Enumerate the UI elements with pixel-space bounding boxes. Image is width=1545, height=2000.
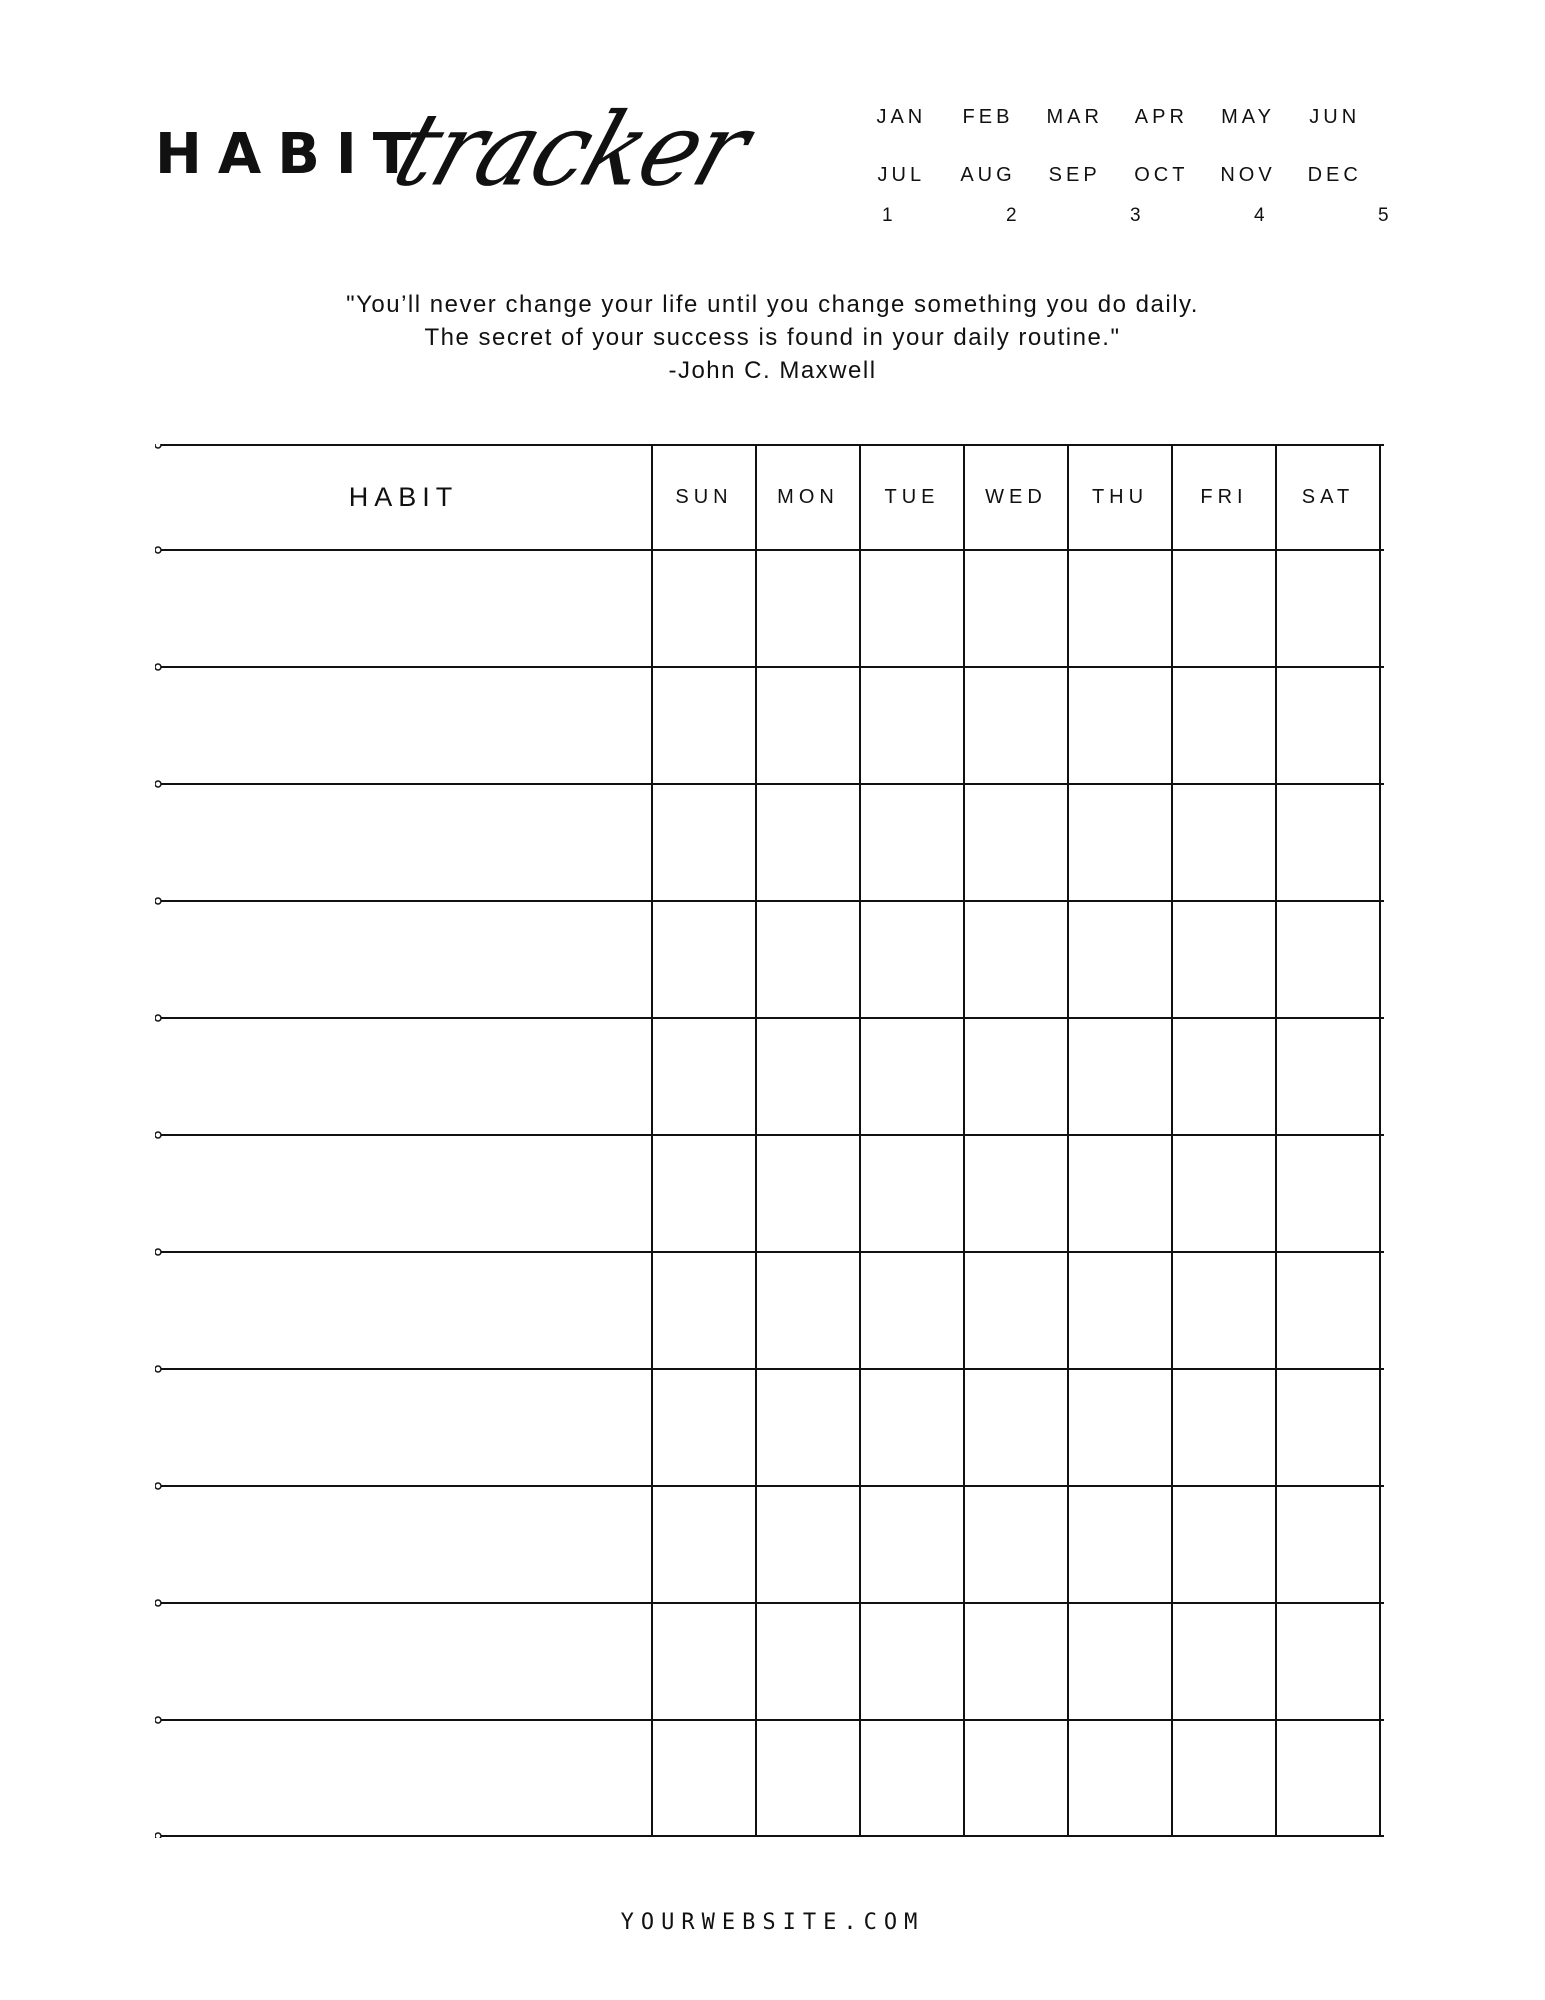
habit-name-cell[interactable] — [163, 903, 650, 1016]
habit-name-cell[interactable] — [163, 1371, 650, 1484]
day-check-cell[interactable] — [654, 669, 754, 782]
day-check-cell[interactable] — [1174, 1488, 1274, 1601]
day-check-cell[interactable] — [758, 1371, 858, 1484]
day-check-cell[interactable] — [1070, 1722, 1170, 1835]
day-check-cell[interactable] — [1174, 1137, 1274, 1250]
day-check-cell[interactable] — [758, 1137, 858, 1250]
day-check-cell[interactable] — [1070, 552, 1170, 665]
day-header-sat: SAT — [1301, 485, 1355, 508]
day-header-fri: FRI — [1200, 485, 1248, 508]
week-selector — [868, 205, 1488, 227]
day-check-cell[interactable] — [758, 786, 858, 899]
month-oct[interactable]: OCT — [1134, 163, 1189, 186]
week-4[interactable]: 4 — [1254, 205, 1265, 226]
day-check-cell[interactable] — [966, 1371, 1066, 1484]
day-check-cell[interactable] — [1174, 1020, 1274, 1133]
month-aug[interactable]: AUG — [960, 163, 1016, 186]
day-check-cell[interactable] — [862, 1488, 962, 1601]
row-marker-dot — [155, 1600, 161, 1606]
week-2[interactable]: 2 — [1006, 205, 1017, 226]
habit-name-cell[interactable] — [163, 1488, 650, 1601]
day-header-tue: TUE — [884, 485, 940, 508]
day-check-cell[interactable] — [654, 1488, 754, 1601]
row-marker-dot — [155, 1833, 161, 1838]
day-check-cell[interactable] — [758, 1722, 858, 1835]
title-habit: HABIT — [155, 122, 427, 187]
day-check-cell[interactable] — [1070, 1371, 1170, 1484]
day-check-cell[interactable] — [758, 1020, 858, 1133]
day-check-cell[interactable] — [654, 1371, 754, 1484]
day-header-sun: SUN — [675, 485, 733, 508]
row-marker-dot — [155, 1717, 161, 1723]
habit-name-cell[interactable] — [163, 1254, 650, 1367]
row-marker-dot — [155, 1132, 161, 1138]
row-marker-dot — [155, 1249, 161, 1255]
day-check-cell[interactable] — [1070, 1605, 1170, 1718]
month-jan[interactable]: JAN — [876, 105, 927, 128]
day-check-cell[interactable] — [758, 1254, 858, 1367]
day-check-cell[interactable] — [966, 786, 1066, 899]
month-mar[interactable]: MAR — [1046, 105, 1103, 128]
day-check-cell[interactable] — [1278, 669, 1378, 782]
day-check-cell[interactable] — [862, 1137, 962, 1250]
month-sep[interactable]: SEP — [1048, 163, 1101, 186]
day-check-cell[interactable] — [1070, 1137, 1170, 1250]
month-jun[interactable]: JUN — [1309, 105, 1361, 128]
day-check-cell[interactable] — [966, 1605, 1066, 1718]
day-check-cell[interactable] — [966, 552, 1066, 665]
day-header-thu: THU — [1091, 485, 1149, 508]
day-check-cell[interactable] — [862, 1605, 962, 1718]
habit-table — [155, 444, 1385, 1838]
day-check-cell[interactable] — [758, 669, 858, 782]
day-check-cell[interactable] — [862, 1371, 962, 1484]
row-marker-dot — [155, 781, 161, 787]
month-feb[interactable]: FEB — [962, 105, 1014, 128]
day-check-cell[interactable] — [654, 786, 754, 899]
day-check-cell[interactable] — [654, 1020, 754, 1133]
day-header-wed: WED — [985, 485, 1047, 508]
day-check-cell[interactable] — [1278, 1722, 1378, 1835]
day-check-cell[interactable] — [758, 1605, 858, 1718]
quote-block — [0, 288, 1545, 387]
day-check-cell[interactable] — [758, 1488, 858, 1601]
day-check-cell[interactable] — [862, 903, 962, 1016]
day-check-cell[interactable] — [654, 1605, 754, 1718]
habit-column-header: HABIT — [348, 481, 459, 512]
day-check-cell[interactable] — [654, 1722, 754, 1835]
month-selector — [858, 88, 1378, 204]
day-check-cell[interactable] — [862, 1722, 962, 1835]
month-dec[interactable]: DEC — [1307, 163, 1362, 186]
day-check-cell[interactable] — [1174, 1371, 1274, 1484]
day-check-cell[interactable] — [966, 1488, 1066, 1601]
quote-line-1: "You’ll never change your life until you change something you do daily. — [346, 291, 1199, 318]
week-5[interactable]: 5 — [1378, 205, 1389, 226]
day-check-cell[interactable] — [1174, 1605, 1274, 1718]
month-apr[interactable]: APR — [1134, 105, 1188, 128]
day-check-cell[interactable] — [1070, 903, 1170, 1016]
month-jul[interactable]: JUL — [877, 163, 926, 186]
day-check-cell[interactable] — [1278, 552, 1378, 665]
day-check-cell[interactable] — [1278, 1605, 1378, 1718]
day-check-cell[interactable] — [862, 786, 962, 899]
day-check-cell[interactable] — [966, 1137, 1066, 1250]
day-check-cell[interactable] — [1070, 1488, 1170, 1601]
day-check-cell[interactable] — [1278, 1254, 1378, 1367]
month-nov[interactable]: NOV — [1220, 163, 1276, 186]
day-check-cell[interactable] — [862, 552, 962, 665]
day-check-cell[interactable] — [966, 1254, 1066, 1367]
quote-author: -John C. Maxwell — [668, 357, 877, 384]
day-check-cell[interactable] — [1278, 1137, 1378, 1250]
day-check-cell[interactable] — [1278, 786, 1378, 899]
habit-name-cell[interactable] — [163, 1137, 650, 1250]
day-check-cell[interactable] — [966, 903, 1066, 1016]
day-check-cell[interactable] — [1174, 786, 1274, 899]
day-check-cell[interactable] — [1070, 1254, 1170, 1367]
website-footer: YOURWEBSITE.COM — [620, 1910, 925, 1935]
day-check-cell[interactable] — [966, 669, 1066, 782]
day-check-cell[interactable] — [1278, 1488, 1378, 1601]
row-marker-dot — [155, 664, 161, 670]
habit-name-cell[interactable] — [163, 1605, 650, 1718]
month-may[interactable]: MAY — [1221, 105, 1275, 128]
day-check-cell[interactable] — [1278, 903, 1378, 1016]
title-script: tracker — [380, 91, 762, 209]
day-check-cell[interactable] — [1070, 1020, 1170, 1133]
day-check-cell[interactable] — [1174, 1254, 1274, 1367]
day-check-cell[interactable] — [1174, 669, 1274, 782]
day-check-cell[interactable] — [1070, 669, 1170, 782]
day-check-cell[interactable] — [862, 1020, 962, 1133]
day-check-cell[interactable] — [1174, 903, 1274, 1016]
quote-line-2: The secret of your success is found in your daily routine." — [424, 324, 1121, 351]
day-check-cell[interactable] — [654, 552, 754, 665]
day-check-cell[interactable] — [1174, 552, 1274, 665]
day-check-cell[interactable] — [1278, 1020, 1378, 1133]
day-check-cell[interactable] — [1174, 1722, 1274, 1835]
day-check-cell[interactable] — [758, 552, 858, 665]
month-row-2 — [858, 146, 1378, 204]
row-marker-dot — [155, 1015, 161, 1021]
day-check-cell[interactable] — [654, 1254, 754, 1367]
habit-name-cell[interactable] — [163, 669, 650, 782]
day-check-cell[interactable] — [862, 1254, 962, 1367]
row-marker-dot — [155, 1366, 161, 1372]
row-marker-dot — [155, 1483, 161, 1489]
day-check-cell[interactable] — [654, 903, 754, 1016]
row-marker-dot — [155, 898, 161, 904]
habit-name-cell[interactable] — [163, 1722, 650, 1835]
day-header-mon: MON — [777, 485, 839, 508]
day-check-cell[interactable] — [1278, 1371, 1378, 1484]
day-check-cell[interactable] — [966, 1722, 1066, 1835]
day-check-cell[interactable] — [758, 903, 858, 1016]
habit-name-cell[interactable] — [163, 1020, 650, 1133]
habit-table-lines — [155, 444, 1385, 1838]
habit-name-cell[interactable] — [163, 786, 650, 899]
month-row-1 — [858, 88, 1378, 146]
day-check-cell[interactable] — [966, 1020, 1066, 1133]
week-1[interactable]: 1 — [882, 205, 893, 226]
habit-name-cell[interactable] — [163, 552, 650, 665]
week-3[interactable]: 3 — [1130, 205, 1141, 226]
day-check-cell[interactable] — [1070, 786, 1170, 899]
day-check-cell[interactable] — [862, 669, 962, 782]
day-check-cell[interactable] — [654, 1137, 754, 1250]
